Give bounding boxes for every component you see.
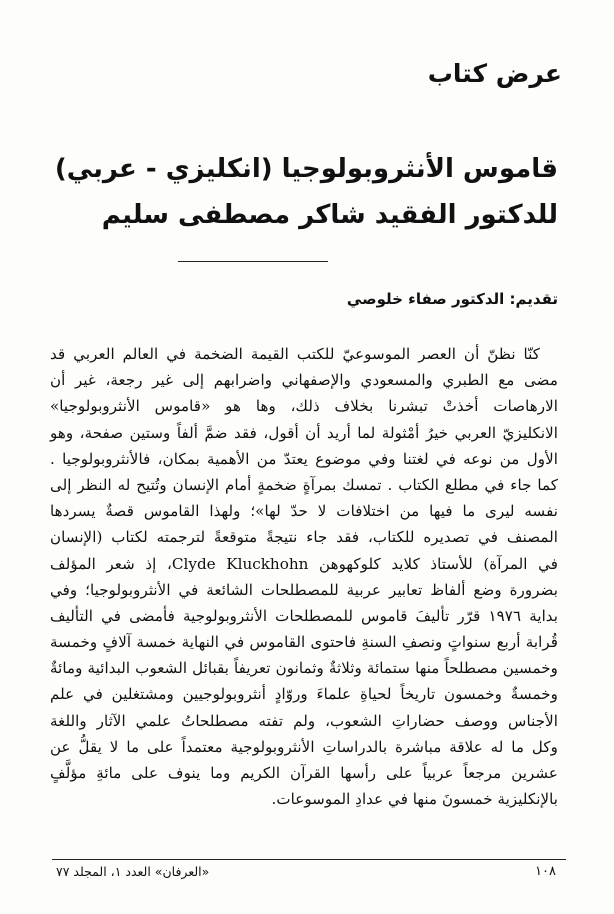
- body-line: الانكليزيّ العربي خيرُ أمْثولة لما أريد أن أقول، فقد ضمَّ ألفاً وستين صفحة، وهو: [50, 423, 558, 442]
- footer-journal: «العرفان» العدد ١، المجلد ٧٧: [56, 864, 210, 879]
- body-line: الأول من نوعه في لغتنا وفي موضوع يعتدّ من الأهمية بمكان، فالأنثروبولوجيا .: [50, 449, 558, 468]
- body-line: المصنف في تصديره للكتاب، فقد جاء نتيجةً متوقعةً لترجمته لكتاب (الإنسان: [50, 528, 558, 547]
- body-line: بداية ١٩٧٦ قرّر تأليفَ قاموس للمصطلحات الأنثروبولوجية فأمضى في التأليف: [50, 606, 558, 625]
- body-line: مضى مع الطبري والمسعودي والإصفهاني واضرابهم إلى غير رجعة، غير أن: [50, 371, 558, 390]
- body-line: قُرابة أربع سنواتٍ ونصفِ السنةِ فاحتوى القاموس في النهاية خمسة آلافٍ وخمسة: [50, 633, 558, 652]
- body-line: بضرورة وضع ألفاظ تعابير عربية للمصطلحات الشائعة في الأنثروبولوجيا؛ وفي: [50, 580, 558, 599]
- body-line: وخمسين مصطلحاً منها ستمائة وثلاثةٌ وثمانون تعريفاً بقبائل الشعوب البدائية ومائةٌ: [50, 659, 558, 678]
- footer-divider: [52, 859, 566, 860]
- body-line: الارهاصات أخذتْ تبشرنا بخلاف ذلك، وها هو «قاموس الأنثروبولوجيا»: [50, 397, 558, 416]
- article-title: [54, 146, 558, 238]
- title-line-1: قاموس الأنثروبولوجيا (انكليزي - عربي): [54, 154, 558, 184]
- body-line: نفسه ليرى ما فيها من اختلافات لا حدّ لها»؛ ولهذا القاموس قصةٌ يسردها: [50, 502, 558, 521]
- body-line: الأجناس ووصف حضاراتِ الشعوب، ولم تفته مصطلحاتُ علمي الآثار واللغة: [50, 711, 558, 730]
- body-line: وكل ما له علاقة مباشرة بالدراساتِ الأنثروبولوجية معتمداً على ما لا يقلُّ عن: [50, 737, 558, 756]
- body-line: كنّا نظنّ أن العصر الموسوعيّ للكتب القيمة الضخمة في العالم العربي قد: [50, 345, 540, 363]
- section-label: عرض كتاب: [427, 59, 562, 88]
- body-line: كما جاء في مطلع الكتاب . تمسك بمرآةٍ ضخمةٍ أمام الإنسان وتُتيح له النظر إلى: [50, 475, 558, 494]
- page-number: ١٠٨: [535, 864, 556, 879]
- title-divider: [178, 261, 328, 262]
- body-line: وخمسةٌ وخمسون تاريخاً لحياةِ علماءَ وروّادٍ أنثروبولوجيين ومشتغلين في علم: [50, 685, 558, 704]
- intro-byline: تقديم: الدكتور صفاء خلوصي: [346, 290, 558, 308]
- body-line: في المرآة) للأستاذ كلايد كلوكهوهن Clyde Kluckhohn، إذ شعر المؤلف: [50, 554, 558, 573]
- article-body: [50, 341, 558, 812]
- body-line: بالإنكليزية خمسونَ منها في عدادِ الموسوعات.: [271, 790, 558, 809]
- body-line: عشرين مرجعاً عربياً على رأسها القرآن الكريم وما ينوف على مائةِ مؤلَّفٍ: [50, 764, 558, 782]
- title-line-2: للدكتور الفقيد شاكر مصطفى سليم: [101, 200, 558, 230]
